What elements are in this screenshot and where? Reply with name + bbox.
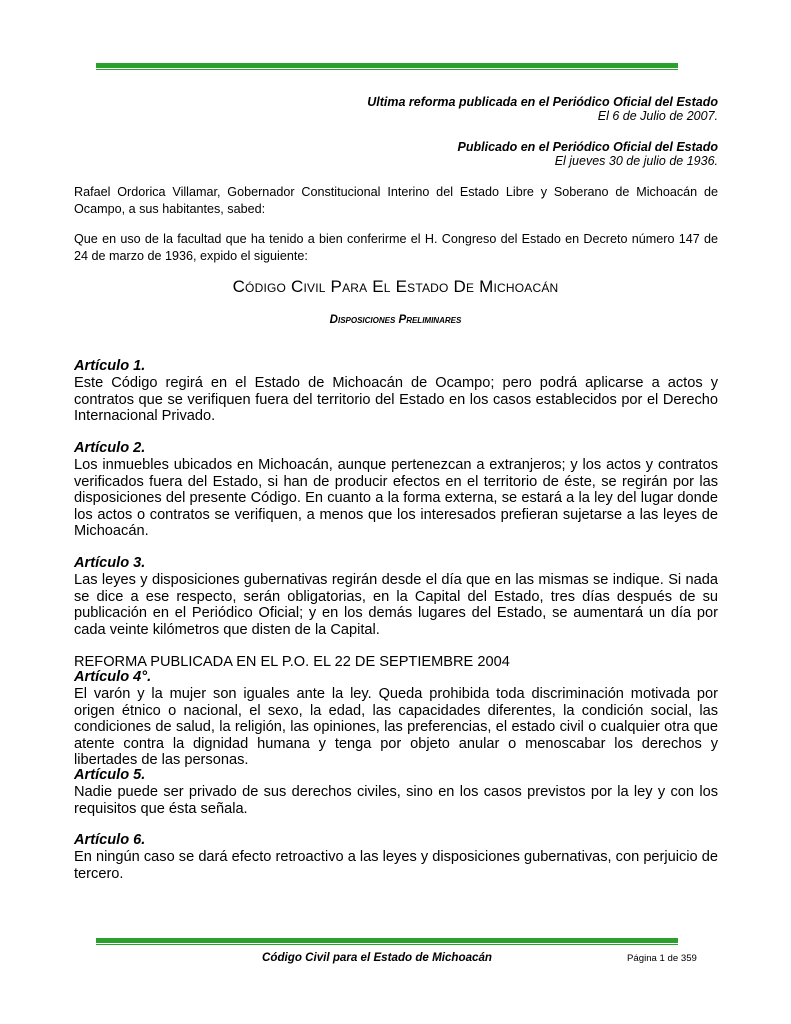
article-5 [74,767,718,817]
article-heading: Artículo 5. [74,767,146,783]
document-title: Código Civil Para El Estado De Michoacán [232,277,559,296]
article-heading: Artículo 4°. [74,669,152,685]
article-text: El varón y la mujer son iguales ante la ley. Queda prohibida toda discriminación motivada por origen étnico o nacional, el sexo, la edad, las capacidades diferentes, la condición social, las condiciones de salud, la religión, las opiniones, las preferencias, el estado civil o cualquier otra que atente contra la dignidad humana y tenga por objeto anular o menoscabar los derechos y libertades de las personas. [74,686,718,769]
article-2 [74,440,718,540]
article-heading: Artículo 1. [74,358,146,374]
article-text: Nadie puede ser privado de sus derechos civiles, sino en los casos previstos por la ley y con los requisitos que ésta señala. [74,784,718,817]
article-6 [74,832,718,882]
article-heading: Artículo 6. [74,832,146,848]
reform-notice [367,95,718,123]
page-number: Página 1 de 359 [627,953,697,964]
article-heading: Artículo 2. [74,440,146,456]
footer-title: Código Civil para el Estado de Michoacán [262,951,492,964]
article-4 [74,669,718,769]
article-text: Las leyes y disposiciones gubernativas regirán desde el día que en las mismas se indique. Si nada se dice a ese respecto, serán obligatorias, en la Capital del Estado, tres días después de su publicación en el Periódico Oficial; y en los demás lugares del Estado, se aumentará un día por cada veinte kilómetros que disten de la Capital. [74,572,718,638]
header-rule [96,63,678,70]
publication-notice [458,140,718,168]
article-text: En ningún caso se dará efecto retroactivo a las leyes y disposiciones gubernativas, con perjuicio de tercero. [74,849,718,882]
intro-paragraph-1: Rafael Ordorica Villamar, Gobernador Constitucional Interino del Estado Libre y Soberano de Michoacán de Ocampo, a sus habitantes, sabed: [74,185,718,216]
article-3 [74,555,718,638]
published-label: Publicado en el Periódico Oficial del Estado [457,140,718,154]
intro-paragraph-2: Que en uso de la facultad que ha tenido a bien conferirme el H. Congreso del Estado en Decreto número 147 de 24 de marzo de 1936, expido el siguiente: [74,232,718,263]
article-1 [74,358,718,425]
article-heading: Artículo 3. [74,555,146,571]
reform-date: El 6 de Julio de 2007. [597,109,718,123]
footer-rule [96,938,678,945]
article-text: Los inmuebles ubicados en Michoacán, aunque pertenezcan a extranjeros; y los actos y contratos verificados fuera del Estado, si han de producir efectos en el territorio de éste, se regirán por las disposiciones del presente Código. En cuanto a la forma externa, se estará a la ley del lugar donde los actos o contratos se verifiquen, a menos que los interesados prefieran sujetarse a las leyes de Michoacán. [74,457,718,540]
reform-label: Ultima reforma publicada en el Periódico Oficial del Estado [367,95,718,109]
reform-note: REFORMA PUBLICADA EN EL P.O. EL 22 DE SEPTIEMBRE 2004 [74,654,510,670]
section-heading: Disposiciones Preliminares [329,314,462,326]
article-text: Este Código regirá en el Estado de Michoacán de Ocampo; pero podrá aplicarse a actos y contratos que se verifiquen fuera del territorio del Estado en los casos establecidos por el Derecho Internacional Privado. [74,375,718,425]
published-date: El jueves 30 de julio de 1936. [554,154,718,168]
